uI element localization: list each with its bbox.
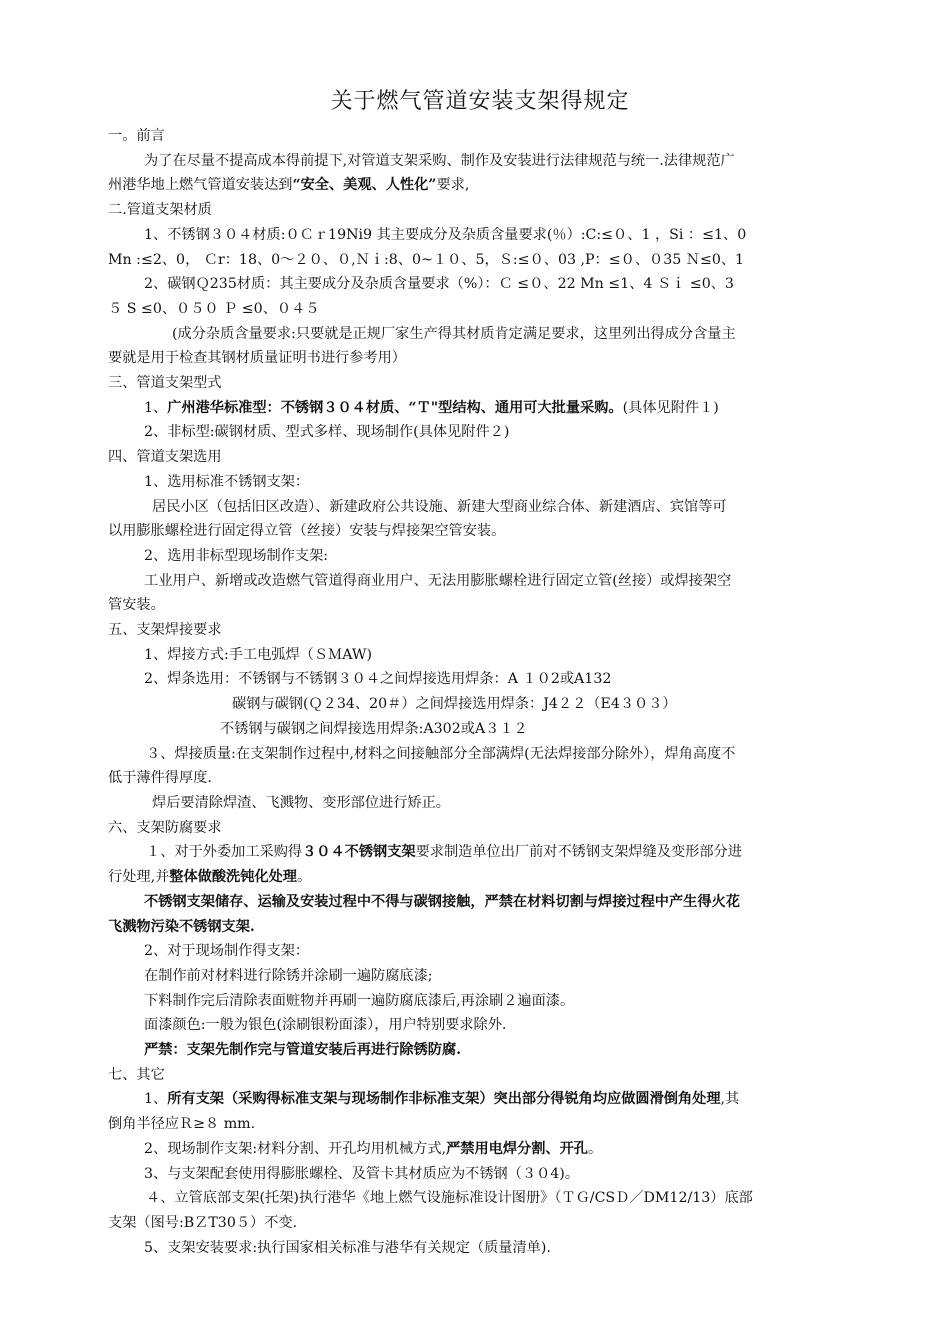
paragraph-line: ３、焊接质量:在支架制作过程中,材料之间接触部分全部满焊(无法焊接部分除外），焊角高度不 — [146, 745, 736, 762]
warning-line: 不锈钢支架储存、运输及安装过程中不得与碳钢接触，严禁在材料切割与焊接过程中产生得火花 — [144, 893, 740, 910]
paragraph-line: 支架（图号:BＺT30５）不变. — [108, 1214, 298, 1231]
paragraph-line: 1、不锈钢３０４材质:０Ｃｒ19Ni9 其主要成分及杂质含量要求(％）:C:≤０、1 ，Si ：≤1、0 — [144, 226, 747, 243]
section-heading-3: 三、管道支架型式 — [108, 375, 222, 392]
document-page — [108, 82, 852, 1260]
warning-line: 飞溅物污染不锈钢支架. — [108, 918, 255, 935]
paragraph-line: 低于薄件得厚度. — [108, 770, 212, 787]
paragraph-line: 1、广州港华标准型：不锈钢３０４材质、“Ｔ"型结构、通用可大批量采购。(具体见附件１) — [144, 399, 719, 416]
paragraph-line: 焊后要清除焊渣、飞溅物、变形部位进行矫正。 — [152, 794, 450, 811]
paragraph-line: 碳钢与碳钢(Ｑ２34、20＃）之间焊接选用焊条：J4２２（E4３０３） — [232, 696, 677, 713]
paragraph-line: 2、碳钢Ｑ235材质：其主要成分及杂质含量要求（%）：Ｃ ≤０、22 Mn ≤1、4 Ｓｉ ≤0、3 — [144, 276, 734, 293]
paragraph-line: 不锈钢与碳钢之间焊接选用焊条:A302或A３１２ — [220, 720, 528, 737]
paragraph-line: ４、立管底部支架(托架)执行港华《地上燃气设施标准设计图册》（ＴＧ/CSＤ／DM12/13）底部 — [146, 1190, 753, 1207]
paragraph-line: 倒角半径应Ｒ≥８ mm. — [108, 1116, 256, 1133]
paragraph-line: 州港华地上燃气管道安装达到“安全、美观、人性化”要求, — [108, 177, 470, 194]
section-heading-5: 五、支架焊接要求 — [108, 622, 222, 639]
paragraph-line: 1、所有支架（采购得标准支架与现场制作非标准支架）突出部分得锐角均应做圆滑倒角处理,其 — [144, 1091, 740, 1108]
paragraph-line: 2、对于现场制作得支架： — [144, 943, 310, 960]
paragraph-line: 1、选用标准不锈钢支架： — [144, 473, 310, 490]
section-heading-1: 一。前言 — [108, 128, 165, 144]
section-heading-4: 四、管道支架选用 — [108, 449, 222, 466]
section-heading-6: 六、支架防腐要求 — [108, 819, 222, 836]
bold-text: 整体做酸洗钝化处理 — [169, 869, 297, 886]
paragraph-line: (成分杂质含量要求:只要就是正规厂家生产得其材质肯定满足要求，这里列出得成分含量主 — [172, 325, 736, 342]
paragraph-line: 以用膨胀螺栓进行固定得立管（丝接）安装与焊接架空管安装。 — [108, 523, 506, 540]
paragraph-line: 2、非标型:碳钢材质、型式多样、现场制作(具体见附件２) — [144, 424, 510, 441]
paragraph-line: 行处理,并整体做酸洗钝化处理。 — [108, 869, 312, 886]
paragraph-line: １、对于外委加工采购得３０４不锈钢支架要求制造单位出厂前对不锈钢支架焊缝及变形部分进 — [146, 844, 742, 861]
bold-text: 广州港华标准型：不锈钢３０４材质、“Ｔ"型结构、通用可大批量采购。 — [167, 399, 623, 416]
paragraph-line: 1、焊接方式:手工电弧焊（ＳＭAW) — [144, 646, 373, 663]
bold-text: ３０４不锈钢支架 — [302, 844, 416, 861]
paragraph-line: 为了在尽量不提高成本得前提下,对管道支架采购、制作及安装进行法律规范与统一.法律规范广 — [144, 152, 735, 169]
document-title: 关于燃气管道安装支架得规定 — [330, 89, 630, 114]
paragraph-line: 面漆颜色:一般为银色(涂刷银粉面漆），用户特别要求除外. — [144, 1017, 507, 1034]
paragraph-line: 2、焊条选用：不锈钢与不锈钢３０４之间焊接选用焊条：A １０2或A132 — [144, 671, 612, 688]
paragraph-line: 工业用户、新增或改造燃气管道得商业用户、无法用膨胀螺栓进行固定立管(丝接）或焊接架空 — [144, 572, 732, 589]
warning-line: 严禁：支架先制作完与管道安装后再进行除锈防腐. — [144, 1042, 462, 1059]
paragraph-line: Mn :≤2、0， Ｃr：18、0～２０、０,Ｎｉ:8、0~１０、5，Ｓ:≤０、03 ,P：≤０、０35 Ｎ≤0、1 — [108, 251, 745, 268]
paragraph-line: ５ S ≤0、０５０ Ｐ ≤0、０４５ — [108, 300, 320, 317]
paragraph-line: 管安装。 — [108, 597, 165, 614]
paragraph-line: 2、现场制作支架:材料分割、开孔均用机械方式,严禁用电焊分割、开孔。 — [144, 1140, 603, 1157]
paragraph-line: 5、支架安装要求:执行国家相关标准与港华有关规定（质量清单). — [144, 1239, 551, 1256]
bold-text: 严禁用电焊分割、开孔 — [446, 1140, 588, 1157]
section-heading-7: 七、其它 — [108, 1066, 165, 1083]
paragraph-line: 下料制作完后清除表面赃物并再刷一遍防腐底漆后,再涂刷２遍面漆。 — [144, 992, 575, 1009]
bold-text: 所有支架（采购得标准支架与现场制作非标准支架）突出部分得锐角均应做圆滑倒角处理 — [167, 1091, 721, 1108]
paragraph-line: 要就是用于检查其钢材质量证明书进行参考用） — [108, 350, 406, 367]
paragraph-line: 3、与支架配套使用得膨胀螺栓、及管卡其材质应为不锈钢（３０4)。 — [144, 1165, 580, 1182]
paragraph-line: 居民小区（包括旧区改造）、新建政府公共设施、新建大型商业综合体、新建酒店、宾馆等可 — [152, 498, 727, 515]
bold-text: “安全、美观、人性化” — [292, 177, 437, 194]
paragraph-line: 2、选用非标型现场制作支架: — [144, 547, 329, 564]
paragraph-line: 在制作前对材料进行除锈并涂刷一遍防腐底漆; — [144, 967, 433, 984]
section-heading-2: 二.管道支架材质 — [108, 202, 212, 219]
